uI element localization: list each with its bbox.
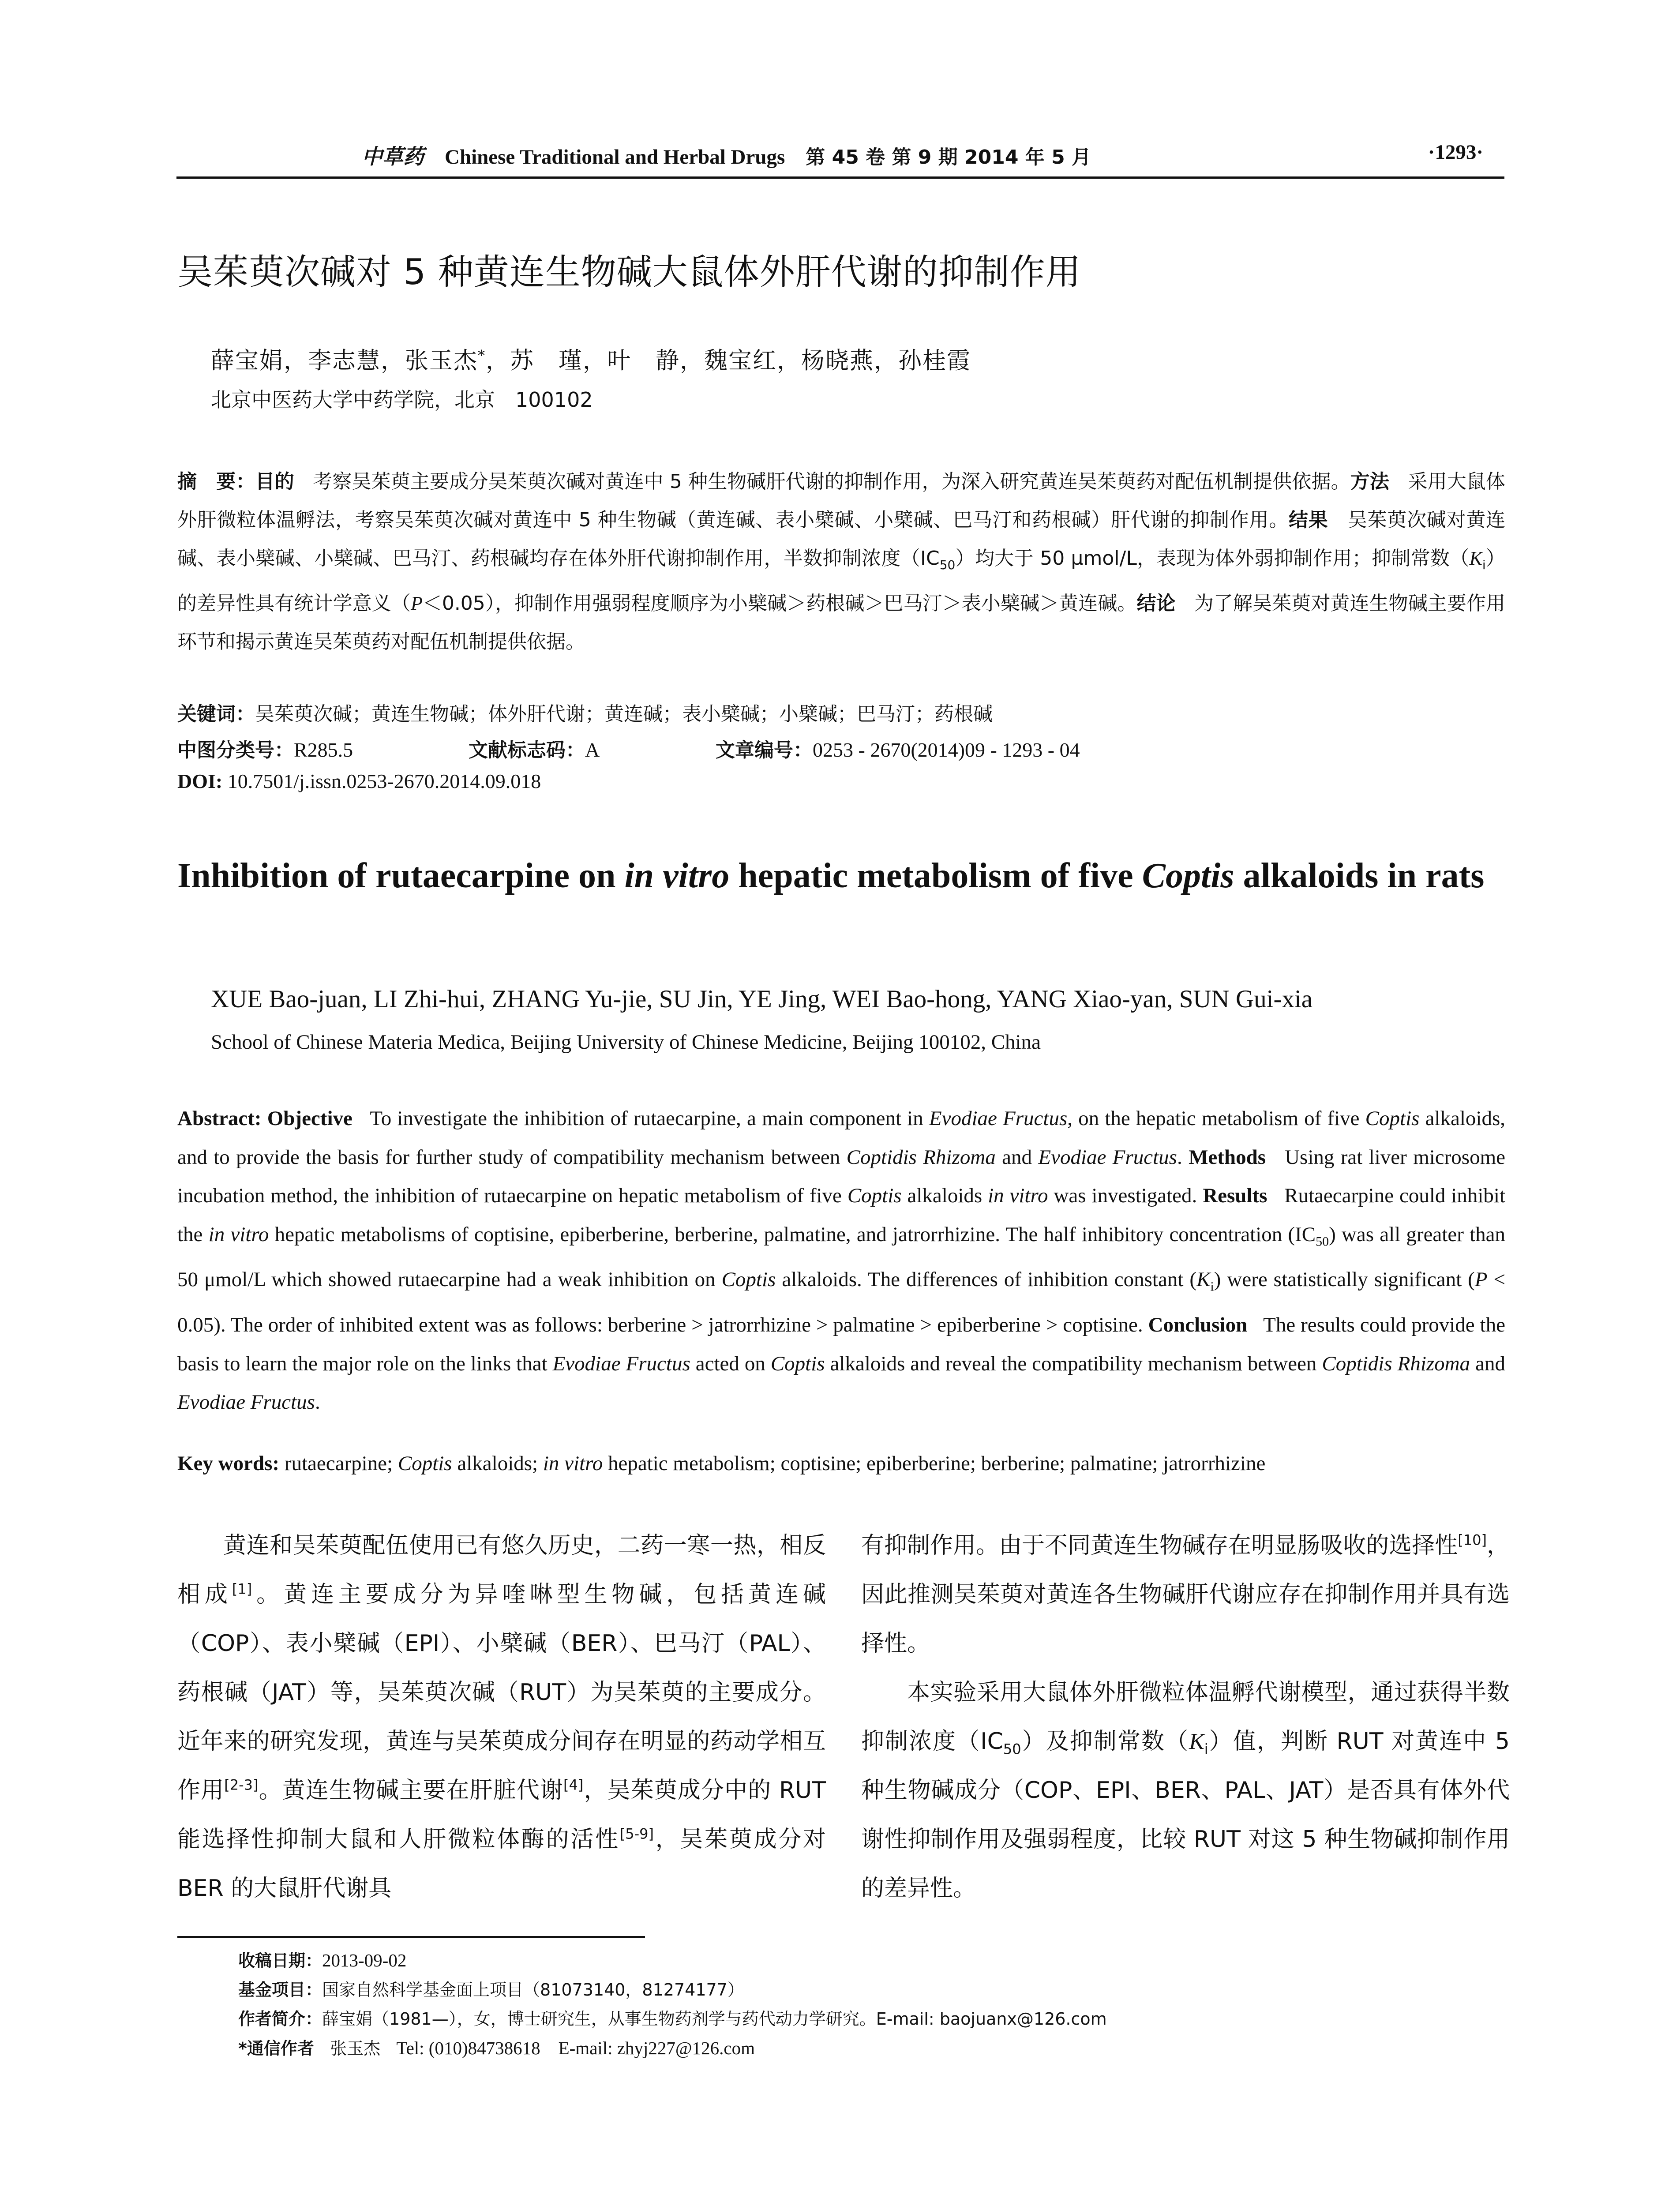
article-no-label: 文章编号：: [716, 739, 813, 762]
body-text: ，因此推测吴茱萸对黄连各生物碱肝代谢应存在抑制作用并具有选择性。: [861, 1532, 1510, 1657]
abstract-cn-p: P: [410, 592, 423, 614]
abstract-cn-results-a: 吴茱萸次碱对黄连碱、表小檗碱、小檗碱、巴马汀、药根碱均存在体外肝代谢抑制作用，半数抑制浓度（IC: [177, 509, 1506, 570]
abstract-en-methods-text: was investigated.: [1048, 1184, 1197, 1207]
citation-ref[interactable]: [5-9]: [619, 1825, 654, 1842]
abstract-cn-methods: 采用大鼠体外肝微粒体温孵法，考察吴茱萸次碱对黄连中 5 种生物碱（黄连碱、表小檗碱、小檗碱、巴马汀和药根碱）肝代谢的抑制作用。: [177, 470, 1506, 531]
abstract-cn-results-d: ＜0.05），抑制作用强弱程度顺序为小檗碱＞药根碱＞巴马汀＞表小檗碱＞黄连碱。: [422, 592, 1137, 615]
title-en: [177, 852, 1505, 900]
abstract-en-conclusion-text: acted on: [690, 1352, 771, 1375]
doi-label: DOI:: [177, 770, 223, 792]
italic-term: Coptis: [770, 1352, 825, 1375]
body-text: ）值，判断 RUT 对黄连中 5 种生物碱成分（COP、EPI、BER、PAL、JAT）是否具有体外代谢性抑制作用及强弱程度，比较 RUT 对这 5 种生物碱抑制作用的差异性。: [861, 1728, 1510, 1902]
doi-line: [177, 769, 541, 793]
italic-term: Coptidis Rhizoma: [1322, 1352, 1470, 1375]
footnote-fund: [238, 1975, 1107, 2004]
body-text: 本实验采用大鼠体外肝微粒体温孵代谢模型，通过获得半数抑制浓度（IC: [861, 1679, 1510, 1755]
title-en-coptis: Coptis: [1142, 856, 1234, 895]
italic-term: Evodiae Fructus: [177, 1391, 315, 1414]
abstract-en-results-text: alkaloids. The differences of inhibition constant (: [776, 1268, 1197, 1291]
footnote-rule: [177, 1936, 645, 1938]
abstract-cn-conclusion: 为了解吴茱萸对黄连生物碱主要作用环节和揭示黄连吴茱萸药对配伍机制提供依据。: [177, 592, 1506, 653]
footnote-received: [238, 1946, 1107, 1975]
abstract-cn-ki: K: [1469, 548, 1482, 569]
title-en-e: alkaloids in rats: [1234, 856, 1485, 895]
article-no-value: 0253 - 2670(2014)09 - 1293 - 04: [813, 739, 1080, 761]
classification-line: [177, 734, 1080, 762]
abstract-cn-results-b: ）均大于 50 μmol/L，表现为体外弱抑制作用；抑制常数（: [955, 547, 1470, 570]
corresponding-mark: *: [478, 347, 486, 364]
clc-label: 中图分类号：: [177, 739, 294, 762]
journal-header-left: [362, 140, 1091, 170]
doc-code-field: [469, 734, 716, 762]
authors-en: XUE Bao-juan, LI Zhi-hui, ZHANG Yu-jie, SU Jin, YE Jing, WEI Bao-hong, YANG Xiao-yan, SUN Gui-xia: [211, 985, 1313, 1013]
body-column-left: [177, 1521, 826, 1913]
italic-term: Evodiae Fructus: [929, 1107, 1068, 1130]
italic-term: Evodiae Fructus: [1038, 1145, 1177, 1169]
abstract-en-methods-label: Methods: [1189, 1145, 1266, 1169]
footnote-text: 薛宝娟（1981—），女，博士研究生，从事生物药剂学与药代动力学研究。E-mail: baojuanx@126.com: [322, 2009, 1107, 2029]
doi-value[interactable]: 10.7501/j.issn.0253-2670.2014.09.018: [227, 770, 541, 792]
keywords-en-label: Key words:: [177, 1452, 280, 1475]
citation-ref[interactable]: [1]: [232, 1580, 252, 1598]
affiliation-en: School of Chinese Materia Medica, Beijing University of Chinese Medicine, Beijing 100102, China: [211, 1031, 1041, 1054]
ki-subscript: i: [1204, 1741, 1208, 1758]
journal-name-en: Chinese Traditional and Herbal Drugs: [445, 146, 785, 169]
abstract-en-conclusion-text: The results could provide the basis to learn the major role on the links that: [177, 1313, 1505, 1375]
italic-term: Coptis: [398, 1452, 452, 1475]
keywords-cn: [177, 698, 993, 726]
abstract-en-objective-text: alkaloids, and to provide the basis for further study of compatibility mechanism between: [177, 1107, 1506, 1169]
abstract-en-results-label: Results: [1203, 1184, 1268, 1207]
keywords-cn-text: 吴茱萸次碱；黄连生物碱；体外肝代谢；黄连碱；表小檗碱；小檗碱；巴马汀；药根碱: [255, 703, 993, 725]
keywords-en-text: rutaecarpine;: [279, 1452, 398, 1475]
abstract-en-results-text: Rutaecarpine could inhibit the: [177, 1184, 1506, 1246]
body-text: ，吴茱萸成分对 BER 的大鼠肝代谢具: [177, 1826, 826, 1902]
doc-code-label: 文献标志码：: [469, 739, 585, 762]
keywords-en-text: hepatic metabolism; coptisine; epiberberine; berberine; palmatine; jatrorrhizine: [603, 1452, 1266, 1475]
body-text: 。黄连生物碱主要在肝脏代谢: [258, 1777, 564, 1804]
authors-cn-part1: 薛宝娟，李志慧，张玉杰: [211, 347, 478, 374]
abstract-en-objective-text: To investigate the inhibition of rutaecarpine, a main component in: [370, 1107, 929, 1130]
italic-term: K: [1196, 1268, 1211, 1291]
body-paragraph-1: [177, 1521, 826, 1913]
header-rule: [176, 176, 1504, 179]
clc-value: R285.5: [294, 739, 353, 761]
footnote-label: 基金项目：: [238, 1980, 322, 2000]
ic50-subscript: 50: [1316, 1234, 1329, 1249]
abstract-cn-ic50-sub: 50: [939, 557, 956, 572]
footnote-corresponding: [238, 2033, 1107, 2063]
italic-term: in vitro: [988, 1184, 1048, 1207]
abstract-en-conclusion-text: .: [315, 1391, 320, 1414]
body-text: 黄连和吴茱萸配伍使用已有悠久历史，二药一寒一热，相反相成: [177, 1532, 826, 1608]
title-en-a: Inhibition of rutaecarpine on: [177, 856, 625, 895]
article-no-field: [716, 734, 1080, 762]
abstract-en-objective-text: and: [995, 1145, 1039, 1169]
authors-cn: [211, 342, 971, 375]
abstract-cn-ki-sub: i: [1482, 557, 1486, 572]
abstract-cn-label: 摘 要：: [177, 470, 255, 493]
journal-issue: 第 45 卷 第 9 期 2014 年 5 月: [806, 146, 1091, 169]
italic-term: in vitro: [543, 1452, 603, 1475]
abstract-cn-objective: 考察吴茱萸主要成分吴茱萸次碱对黄连中 5 种生物碱肝代谢的抑制作用，为深入研究黄连吴茱萸药对配伍机制提供依据。: [313, 470, 1350, 493]
body-text: 。黄连主要成分为异喹啉型生物碱，包括黄连碱（COP）、表小檗碱（EPI）、小檗碱（BER）、巴马汀（PAL）、药根碱（JAT）等，吴茱萸次碱（RUT）为吴茱萸的主要成分。近年来的研究发现，黄连与吴茱萸成分间存在明显的药动学相互作用: [177, 1581, 826, 1804]
footnote-label: 收稿日期：: [238, 1951, 322, 1970]
authors-cn-part2: ，苏 瑾，叶 静，魏宝红，杨晓燕，孙桂霞: [486, 347, 971, 374]
abstract-cn-results-c: ）的差异性具有统计学意义（: [177, 547, 1506, 615]
body-paragraph-1-continued: [861, 1521, 1510, 1668]
italic-term: Coptis: [847, 1184, 902, 1207]
abstract-en-results-text: ) was all greater than 50 μmol/L which showed rutaecarpine had a weak inhibition on: [177, 1223, 1505, 1291]
abstract-cn-results-label: 结果: [1288, 509, 1328, 531]
abstract-en-results-text: hepatic metabolisms of coptisine, epiberberine, berberine, palmatine, and jatrorrhizine. The half inhibitory concentration (IC: [269, 1223, 1316, 1246]
italic-term: Coptis: [721, 1268, 776, 1291]
abstract-en-conclusion-text: alkaloids and reveal the compatibility mechanism between: [825, 1352, 1322, 1375]
citation-ref[interactable]: [2-3]: [224, 1776, 259, 1793]
footnote-author: [238, 2004, 1107, 2033]
journal-name-cn: 中草药: [362, 145, 424, 169]
abstract-en-results-text: ) were statistically significant (: [1214, 1268, 1475, 1291]
body-text: 有抑制作用。由于不同黄连生物碱存在明显肠吸收的选择性: [861, 1532, 1458, 1559]
abstract-cn: [177, 462, 1505, 661]
abstract-en-objective-label: Objective: [267, 1107, 352, 1130]
doc-code-value: A: [585, 739, 600, 761]
abstract-cn-conclusion-label: 结论: [1136, 592, 1176, 615]
abstract-en-label: Abstract:: [177, 1107, 262, 1130]
abstract-en: [177, 1099, 1505, 1422]
italic-term: Evodiae Fructus: [552, 1352, 690, 1375]
footnote-text: 张玉杰: [330, 2039, 381, 2058]
italic-term: P: [1474, 1268, 1488, 1291]
abstract-en-conclusion-text: and: [1470, 1352, 1505, 1375]
page-number: ·1293·: [1428, 141, 1483, 164]
abstract-cn-methods-label: 方法: [1350, 470, 1390, 493]
clc-field: [177, 734, 469, 762]
keywords-en: [177, 1452, 1505, 1475]
italic-term: K: [1189, 1729, 1204, 1754]
abstract-cn-objective-label: 目的: [255, 470, 294, 493]
footnote-contact: Tel: (010)84738618 E-mail: zhyj227@126.com: [396, 2038, 755, 2058]
body-paragraph-2: [861, 1668, 1510, 1913]
footnote-text: 2013-09-02: [322, 1950, 407, 1970]
abstract-en-methods-text: alkaloids: [901, 1184, 988, 1207]
body-text: ，吴茱萸成分中的 RUT 能选择性抑制大鼠和人肝微粒体酶的活性: [177, 1777, 826, 1853]
citation-ref[interactable]: [10]: [1458, 1531, 1487, 1549]
title-en-in-vitro: in vitro: [624, 856, 730, 895]
body-column-right: [861, 1521, 1510, 1913]
footnote-label: *通信作者: [238, 2039, 314, 2058]
body-text: ）及抑制常数（: [1021, 1728, 1189, 1755]
ic50-subscript: 50: [1003, 1741, 1021, 1758]
citation-ref[interactable]: [4]: [563, 1776, 584, 1793]
title-en-c: hepatic metabolism of five: [729, 856, 1142, 895]
keywords-cn-label: 关键词：: [177, 703, 255, 725]
footnote-text: 国家自然科学基金面上项目（81073140，81274177）: [322, 1980, 744, 2000]
footnote-label: 作者简介：: [238, 2009, 322, 2029]
keywords-en-text: alkaloids;: [452, 1452, 543, 1475]
abstract-en-objective-text: , on the hepatic metabolism of five: [1067, 1107, 1365, 1130]
footnotes: [238, 1946, 1107, 2063]
title-cn: 吴茱萸次碱对 5 种黄连生物碱大鼠体外肝代谢的抑制作用: [177, 251, 1081, 293]
abstract-en-results-text: < 0.05). The order of inhibited extent was as follows: berberine > jatrorrhizine > palmatine > epiberberine > coptisine.: [177, 1268, 1505, 1337]
running-header: [176, 140, 1504, 172]
italic-term: Coptidis Rhizoma: [846, 1145, 996, 1169]
italic-term: in vitro: [208, 1223, 269, 1246]
italic-term: Coptis: [1365, 1107, 1420, 1130]
abstract-en-methods-text: Using rat liver microsome incubation method, the inhibition of rutaecarpine on hepatic metabolism of five: [177, 1145, 1505, 1207]
ki-subscript: i: [1210, 1279, 1214, 1294]
abstract-en-conclusion-label: Conclusion: [1148, 1313, 1248, 1337]
abstract-en-objective-text: .: [1177, 1145, 1182, 1169]
affiliation-cn: 北京中医药大学中药学院，北京 100102: [211, 388, 593, 412]
